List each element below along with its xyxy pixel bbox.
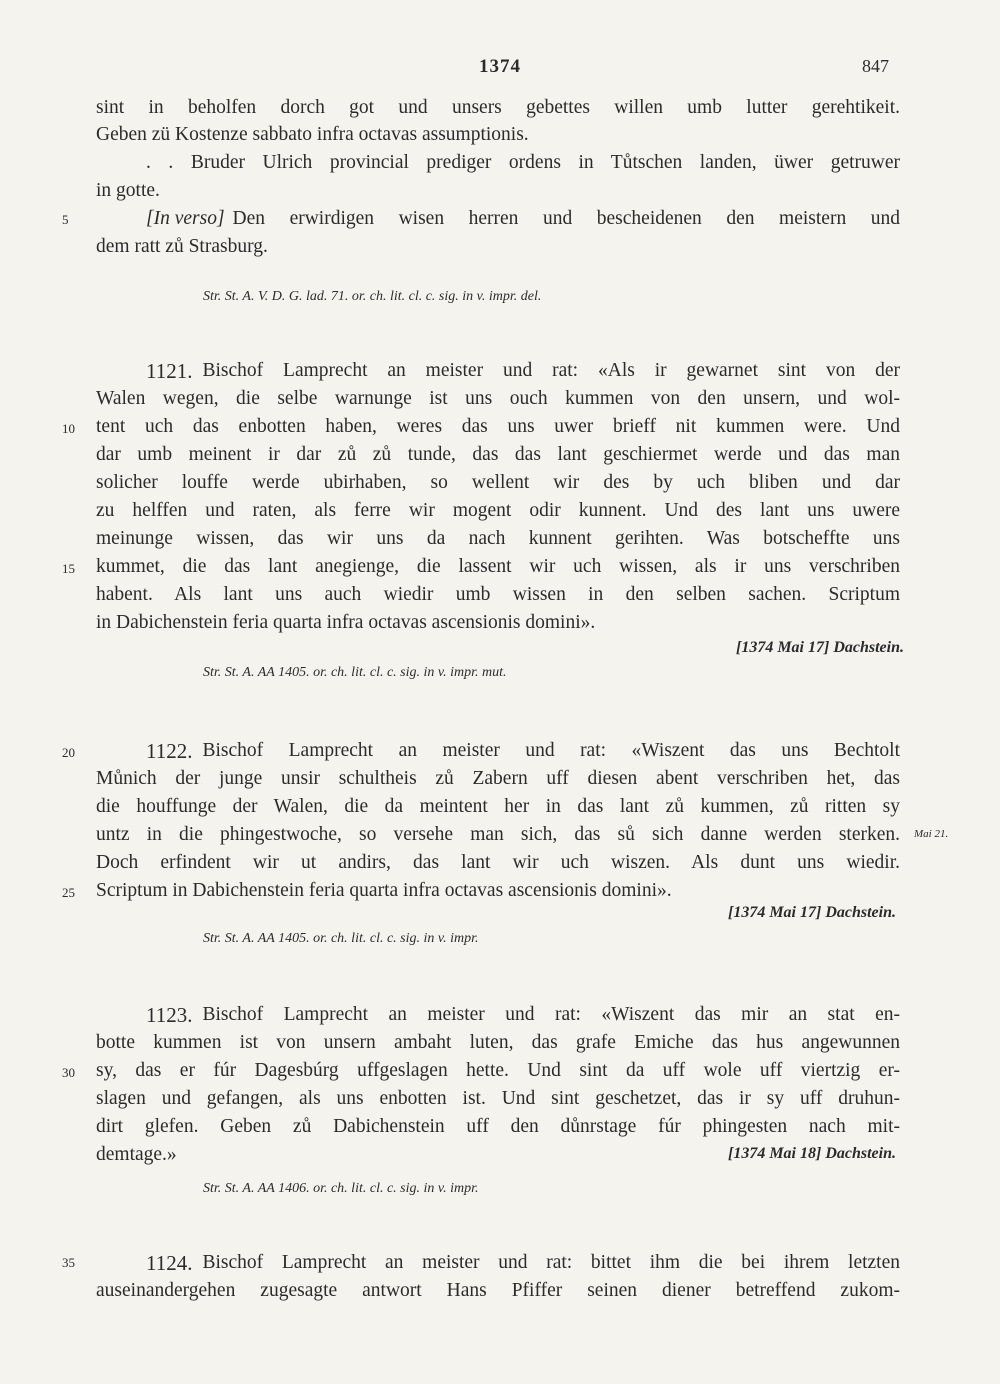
line-number: 10 bbox=[62, 421, 75, 436]
date-place-note: [1374 Mai 18] Dachstein. bbox=[728, 1145, 896, 1162]
date-place-note: [1374 Mai 17] Dachstein. bbox=[736, 639, 904, 656]
entry-1124-first-line bbox=[146, 1251, 900, 1275]
text-line: Den erwirdigen wisen herren und bescheidenen den meistern und bbox=[232, 208, 900, 229]
text-line: Scriptum in Dabichenstein feria quarta infra octavas ascensionis domini». bbox=[96, 880, 672, 901]
text-line: Můnich der junge unsir schultheis zů Zabern uff diesen abent verschriben het, das bbox=[96, 768, 900, 789]
date-place-note: [1374 Mai 17] Dachstein. bbox=[728, 904, 896, 921]
page-number: 847 bbox=[862, 56, 889, 76]
text-line: Bischof Lamprecht an meister und rat: «Wiszent das uns Bechtolt bbox=[202, 740, 900, 761]
text-line: Geben zü Kostenze sabbato infra octavas assumptionis. bbox=[96, 124, 529, 145]
entry-number: 1121. bbox=[146, 359, 193, 383]
text-line: zu helffen und raten, als ferre wir mogent odir kunnent. Und des lant uns uwere bbox=[96, 500, 900, 521]
text-line: sy, das er fúr Dagesbúrg uffgeslagen hette. Und sint da uff wole uff viertzig er- bbox=[96, 1060, 900, 1081]
margin-date-note: Mai 21. bbox=[914, 828, 949, 840]
line-number: 5 bbox=[62, 212, 69, 227]
text-line: Bischof Lamprecht an meister und rat: bittet ihm die bei ihrem letzten bbox=[202, 1252, 900, 1273]
text-line: dem ratt zů Strasburg. bbox=[96, 236, 268, 257]
entry-number: 1124. bbox=[146, 1251, 193, 1275]
in-verso-label: [In verso] bbox=[146, 208, 225, 229]
text-line: Doch erfindent wir ut andirs, das lant wir uch wiszen. Als dunt uns wiedir. bbox=[96, 852, 900, 873]
text-line: botte kummen ist von unsern ambaht luten, das grafe Emiche das hus angewunnen bbox=[96, 1032, 900, 1053]
text-line: . . Bruder Ulrich provincial prediger ordens in Tůtschen landen, üwer getruwer bbox=[146, 152, 900, 173]
entry-1123-first-line bbox=[146, 1003, 900, 1027]
text-line: kummet, die das lant anegienge, die lassent wir uch wissen, als ir uns verschriben bbox=[96, 556, 900, 577]
entry-number: 1122. bbox=[146, 739, 193, 763]
source-reference: Str. St. A. AA 1405. or. ch. lit. cl. c. sig. in v. impr. mut. bbox=[203, 665, 507, 680]
entry-number: 1123. bbox=[146, 1003, 193, 1027]
text-line: habent. Als lant uns auch wiedir umb wissen in den selben sachen. Scriptum bbox=[96, 584, 900, 605]
address-line bbox=[146, 207, 900, 231]
line-number: 15 bbox=[62, 561, 75, 576]
line-number: 30 bbox=[62, 1065, 75, 1080]
line-number: 35 bbox=[62, 1255, 75, 1270]
text-line: meinunge wissen, das wir uns da nach kunnent gerihten. Was botscheffte uns bbox=[96, 528, 900, 549]
line-number: 20 bbox=[62, 745, 75, 760]
text-line: dirt glefen. Geben zů Dabichenstein uff den důnrstage fúr phingesten nach mit- bbox=[96, 1116, 900, 1137]
text-line: in gotte. bbox=[96, 180, 160, 201]
source-reference: Str. St. A. AA 1406. or. ch. lit. cl. c. sig. in v. impr. bbox=[203, 1181, 479, 1196]
text-line: Walen wegen, die selbe warnunge ist uns ouch kummen von den unsern, und wol- bbox=[96, 388, 900, 409]
text-line: die houffunge der Walen, die da meintent her in das lant zů kummen, zů ritten sy bbox=[96, 796, 900, 817]
text-line: slagen und gefangen, als uns enbotten ist. Und sint geschetzet, das ir sy uff druhun- bbox=[96, 1088, 900, 1109]
text-line: Bischof Lamprecht an meister und rat: «Als ir gewarnet sint von der bbox=[202, 360, 900, 381]
source-reference: Str. St. A. V. D. G. lad. 71. or. ch. lit. cl. c. sig. in v. impr. del. bbox=[203, 289, 542, 304]
text-line: solicher louffe werde ubirhaben, so wellent wir des by uch bliben und dar bbox=[96, 472, 900, 493]
text-line: dar umb meinent ir dar zů zů tunde, das das lant geschiermet werde und das man bbox=[96, 444, 900, 465]
source-reference: Str. St. A. AA 1405. or. ch. lit. cl. c. sig. in v. impr. bbox=[203, 931, 479, 946]
text-line: in Dabichenstein feria quarta infra octavas ascensionis domini». bbox=[96, 612, 596, 633]
text-line: tent uch das enbotten haben, weres das uns uwer brieff nit kummen were. Und bbox=[96, 416, 900, 437]
text-line: auseinandergehen zugesagte antwort Hans Pfiffer seinen diener betreffend zukom- bbox=[96, 1280, 900, 1301]
text-line: demtage.» bbox=[96, 1144, 177, 1165]
text-line: Bischof Lamprecht an meister und rat: «Wiszent das mir an stat en- bbox=[202, 1004, 900, 1025]
text-line: untz in die phingestwoche, so versehe man sich, das sů sich danne werden sterken. bbox=[96, 824, 900, 845]
entry-1122-first-line bbox=[146, 739, 900, 763]
text-line: sint in beholfen dorch got und unsers gebettes willen umb lutter gerehtikeit. bbox=[96, 97, 900, 118]
entry-1121-first-line bbox=[146, 359, 900, 383]
line-number: 25 bbox=[62, 885, 75, 900]
running-header-year: 1374 bbox=[479, 56, 521, 77]
